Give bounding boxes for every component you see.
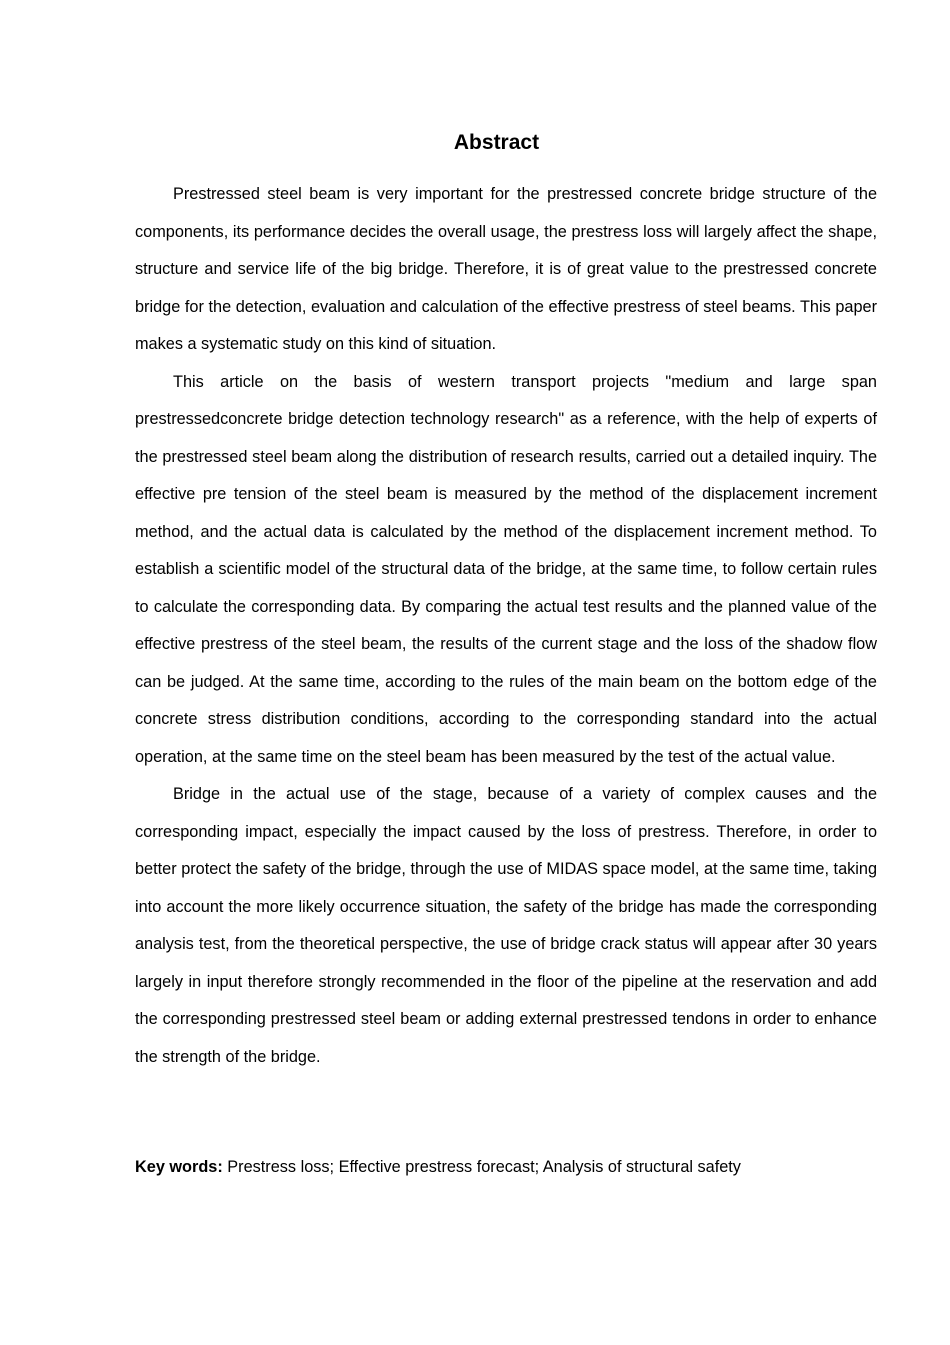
abstract-paragraph-2: This article on the basis of western transport projects "medium and large span prestressedconcrete bridge detection technology research" as a reference, with the help of experts of the prestressed steel beam along the distribution of research results, carried out a detailed inquiry. The effective pre tension of the steel beam is measured by the method of the displacement increment method, and the actual data is calculated by the method of the displacement increment method. To establish a scientific model of the structural data of the bridge, at the same time, to follow certain rules to calculate the corresponding data. By comparing the actual test results and the planned value of the effective prestress of the steel beam, the results of the current stage and the loss of the shadow flow can be judged. At the same time, according to the rules of the main beam on the bottom edge of the concrete stress distribution conditions, according to the corresponding standard into the actual operation, at the same time on the steel beam has been measured by the test of the actual value.: [135, 372, 877, 766]
keywords-text: Prestress loss; Effective prestress forecast; Analysis of structural safety: [227, 1158, 741, 1176]
keywords-label: Key words:: [135, 1158, 223, 1176]
keywords-line: [135, 1152, 877, 1182]
abstract-paragraph-3: Bridge in the actual use of the stage, because of a variety of complex causes and the corresponding impact, especially the impact caused by the loss of prestress. Therefore, in order to better protect the safety of the bridge, through the use of MIDAS space model, at the same time, taking into account the more likely occurrence situation, the safety of the bridge has made the corresponding analysis test, from the theoretical perspective, the use of bridge crack status will appear after 30 years largely in input therefore strongly recommended in the floor of the pipeline at the reservation and add the corresponding prestressed steel beam or adding external prestressed tendons in order to enhance the strength of the bridge.: [135, 785, 877, 1066]
abstract-paragraph-1: Prestressed steel beam is very important for the prestressed concrete bridge structure of the components, its performance decides the overall usage, the prestress loss will largely affect the shape, structure and service life of the big bridge. Therefore, it is of great value to the prestressed concrete bridge for the detection, evaluation and calculation of the effective prestress of steel beams. This paper makes a systematic study on this kind of situation.: [135, 185, 877, 353]
abstract-body: [135, 176, 877, 1076]
abstract-title: Abstract: [453, 131, 540, 154]
